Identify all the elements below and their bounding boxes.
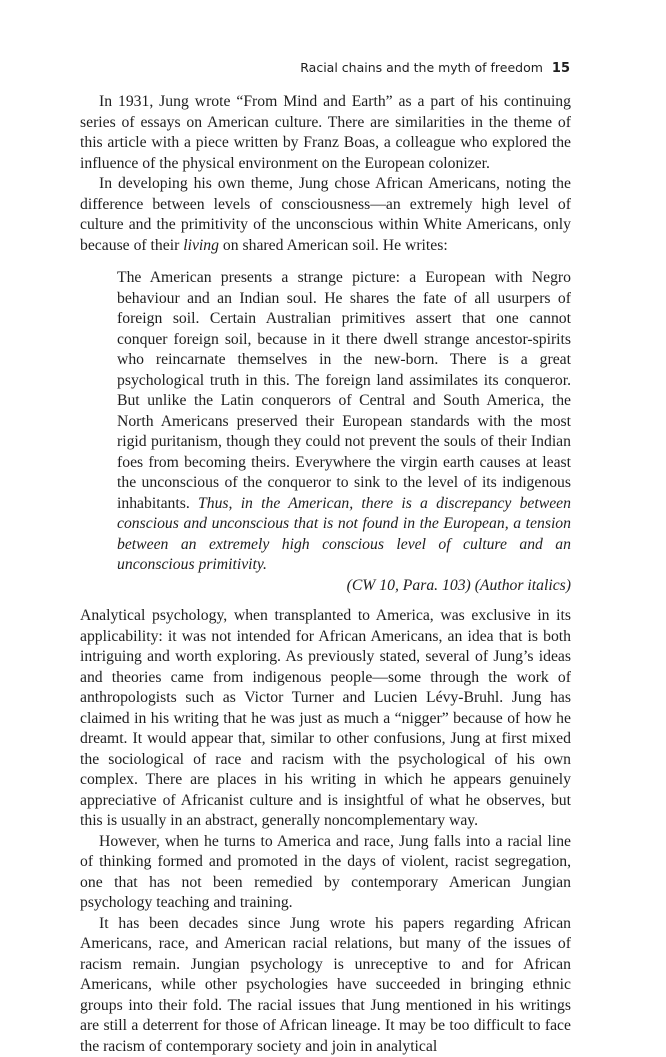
- running-title: Racial chains and the myth of freedom: [300, 60, 543, 75]
- paragraph-5: It has been decades since Jung wrote his papers regarding African Americans, race, and American racial relations, but many of the issues of racism remain. Jungian psychology is unreceptive to and for African Americans, while other psychologies have succeeded in bringing ethnic groups into their fold. The racial issues that Jung mentioned in his writings are still a deterrent for those of African lineage. It may be too difficult to face the racism of contemporary society and join in analytical: [80, 914, 571, 1057]
- paragraph-2-text-end: on shared American soil. He writes:: [219, 237, 448, 254]
- paragraph-1: In 1931, Jung wrote “From Mind and Earth” as a part of his continuing series of essays on American culture. There are similarities in the theme of this article with a piece written by Franz Boas, a colleague who explored the influence of the physical environment on the European colonizer.: [80, 92, 571, 174]
- running-head: [300, 59, 570, 78]
- paragraph-4: However, when he turns to America and race, Jung falls into a racial line of thinking formed and promoted in the days of violent, racist segregation, one that has not been remedied by contemporary American Jungian psychology teaching and training.: [80, 832, 571, 914]
- paragraph-2-text: In developing his own theme, Jung chose African Americans, noting the difference between levels of consciousness—an extremely high level of culture and the primitivity of the unconscious within White Americans, only because of their: [80, 175, 571, 254]
- quote-italic: Thus, in the American, there is a discrepancy between conscious and unconscious that is not found in the European, a tension between an extremely high conscious level of culture and an unconscious primitivity.: [117, 495, 571, 574]
- block-quote: [117, 268, 571, 596]
- page-body: [80, 92, 571, 1057]
- quote-text: [117, 268, 571, 576]
- page-number: 15: [552, 61, 570, 76]
- paragraph-3: Analytical psychology, when transplanted to America, was exclusive in its applicability: it was not intended for African Americans, an idea that is both intriguing and worth exploring. As previously stated, several of Jung’s ideas and theories came from indigenous people—some through the work of anthropologists such as Victor Turner and Lucien Lévy-Bruhl. Jung has claimed in his writing that he was just as much a “nigger” because of how he dreamt. It would appear that, similar to other confusions, Jung at first mixed the sociological of race and racism with the psychological of his own complex. There are places in his writing in which he appears genuinely appreciative of Africanist culture and is insightful of what he observes, but this is usually in an abstract, generally noncomplementary way.: [80, 606, 571, 832]
- quote-roman: The American presents a strange picture: a European with Negro behaviour and an Indian soul. He shares the fate of all usurpers of foreign soil. Certain Australian primitives assert that one cannot conquer foreign soil, because in it there dwell strange ancestor-spirits who reincarnate themselves in the new-born. There is a great psychological truth in this. The foreign land assimilates its conqueror. But unlike the Latin conquerors of Central and South America, the North Americans preserved their European standards with the most rigid puritanism, though they could not prevent the souls of their Indian foes from becoming theirs. Everywhere the virgin earth causes at least the unconscious of the conqueror to sink to the level of its indigenous inhabitants.: [117, 269, 571, 512]
- paragraph-2-italic: living: [183, 237, 219, 254]
- paragraph-2: [80, 174, 571, 256]
- quote-citation: (CW 10, Para. 103) (Author italics): [117, 576, 571, 597]
